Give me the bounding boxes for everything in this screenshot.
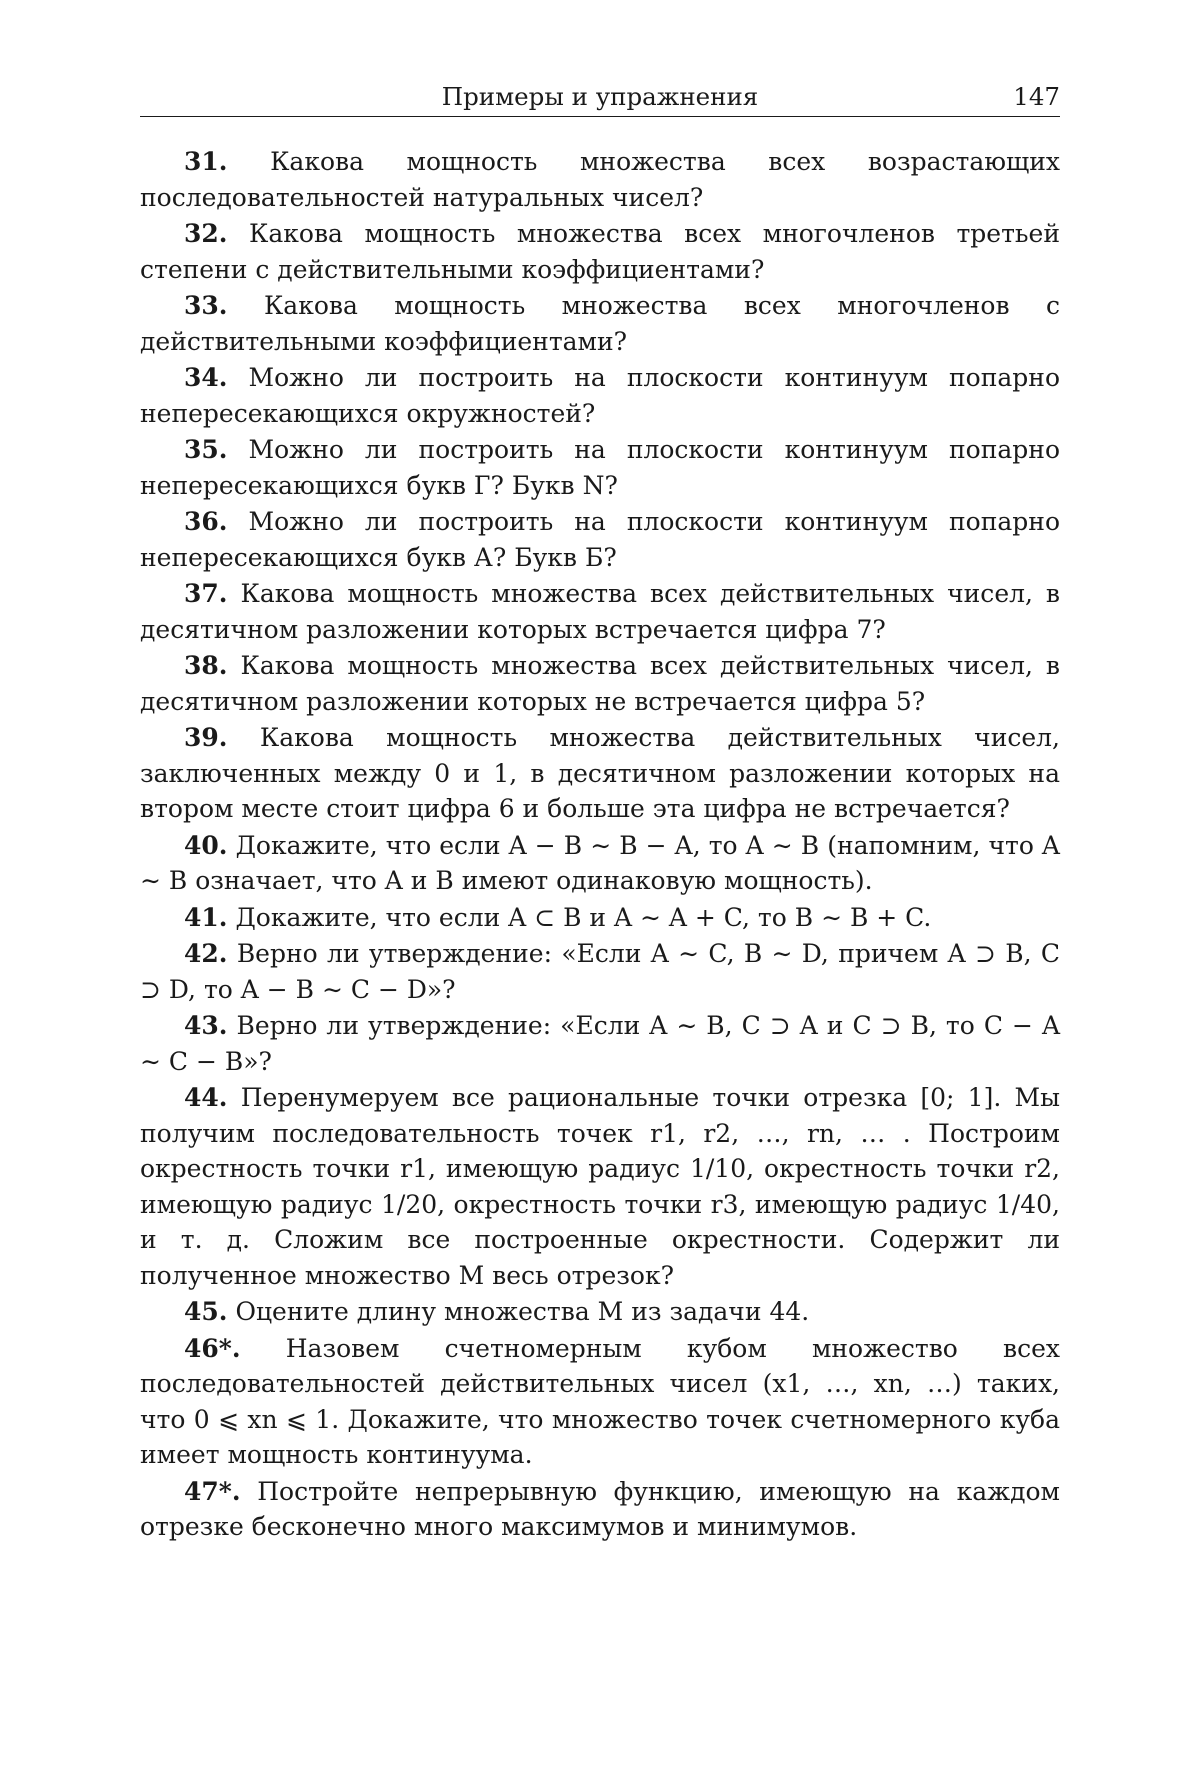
problem-number: 31. <box>184 147 228 176</box>
problem-42 <box>140 936 1060 1007</box>
page-number: 147 <box>1013 82 1060 111</box>
problem-text: Докажите, что если A ⊂ B и A ∼ A + C, то B ∼ B + C. <box>235 903 931 932</box>
problem-31 <box>140 144 1060 215</box>
problem-number: 45. <box>184 1297 228 1326</box>
problem-text: Назовем счетномерным кубом множество всех последовательностей действительных чисел (x1, …, xn, …) таких, что 0 ⩽ xn ⩽ 1. Докажите, что множество точек счетномерного куба имеет мощность континуума. <box>140 1334 1060 1470</box>
section-title: Примеры и упражнения <box>140 82 1060 111</box>
problem-list <box>140 144 1060 1546</box>
problem-text: Верно ли утверждение: «Если A ∼ B, C ⊃ A и C ⊃ B, то C − A ∼ C − B»? <box>140 1011 1060 1076</box>
problem-text: Можно ли построить на плоскости континуум попарно непересекающихся букв А? Букв Б? <box>140 507 1060 572</box>
problem-46 <box>140 1331 1060 1473</box>
problem-text: Можно ли построить на плоскости континуум попарно непересекающихся окружностей? <box>140 363 1060 428</box>
problem-43 <box>140 1008 1060 1079</box>
problem-text: Верно ли утверждение: «Если A ∼ C, B ∼ D, причем A ⊃ B, C ⊃ D, то A − B ∼ C − D»? <box>140 939 1060 1004</box>
problem-number: 43. <box>184 1011 228 1040</box>
problem-text: Оцените длину множества M из задачи 44. <box>235 1297 809 1326</box>
problem-32 <box>140 216 1060 287</box>
problem-text: Какова мощность множества всех многочленов третьей степени с действительными коэффициентами? <box>140 219 1060 284</box>
problem-number: 38. <box>184 651 228 680</box>
problem-number: 41. <box>184 903 228 932</box>
problem-text: Можно ли построить на плоскости континуум попарно непересекающихся букв Г? Букв N? <box>140 435 1060 500</box>
problem-37 <box>140 576 1060 647</box>
problem-number: 32. <box>184 219 228 248</box>
problem-38 <box>140 648 1060 719</box>
problem-number: 40. <box>184 831 228 860</box>
problem-number: 33. <box>184 291 228 320</box>
problem-text: Какова мощность множества всех возрастающих последовательностей натуральных чисел? <box>140 147 1060 212</box>
problem-47 <box>140 1474 1060 1545</box>
problem-text: Какова мощность множества всех действительных чисел, в десятичном разложении которых встречается цифра 7? <box>140 579 1060 644</box>
problem-35 <box>140 432 1060 503</box>
problem-number: 42. <box>184 939 228 968</box>
problem-36 <box>140 504 1060 575</box>
problem-41 <box>140 900 1060 936</box>
problem-number: 47*. <box>184 1477 241 1506</box>
problem-text: Докажите, что если A − B ∼ B − A, то A ∼ B (напомним, что A ∼ B означает, что A и B имеют одинаковую мощность). <box>140 831 1060 896</box>
problem-33 <box>140 288 1060 359</box>
problem-text: Постройте непрерывную функцию, имеющую на каждом отрезке бесконечно много максимумов и минимумов. <box>140 1477 1060 1542</box>
problem-39 <box>140 720 1060 827</box>
problem-text: Какова мощность множества всех действительных чисел, в десятичном разложении которых не встречается цифра 5? <box>140 651 1060 716</box>
problem-number: 44. <box>184 1083 228 1112</box>
problem-text: Какова мощность множества действительных чисел, заключенных между 0 и 1, в десятичном разложении которых на втором месте стоит цифра 6 и больше эта цифра не встречается? <box>140 723 1060 823</box>
problem-34 <box>140 360 1060 431</box>
problem-45 <box>140 1294 1060 1330</box>
problem-number: 46*. <box>184 1334 241 1363</box>
problem-44 <box>140 1080 1060 1293</box>
problem-number: 36. <box>184 507 228 536</box>
problem-number: 37. <box>184 579 228 608</box>
running-head <box>140 80 1060 117</box>
problem-text: Какова мощность множества всех многочленов с действительными коэффициентами? <box>140 291 1060 356</box>
problem-40 <box>140 828 1060 899</box>
problem-number: 35. <box>184 435 228 464</box>
book-page <box>0 0 1200 1780</box>
problem-number: 34. <box>184 363 228 392</box>
problem-number: 39. <box>184 723 228 752</box>
problem-text: Перенумеруем все рациональные точки отрезка [0; 1]. Мы получим последовательность точек r1, r2, …, rn, … . Построим окрестность точки r1, имеющую радиус 1/10, окрестность точки r2, имеющую радиус 1/20, окрестность точки r3, имеющую радиус 1/40, и т. д. Сложим все построенные окрестности. Содержит ли полученное множество M весь отрезок? <box>140 1083 1060 1290</box>
